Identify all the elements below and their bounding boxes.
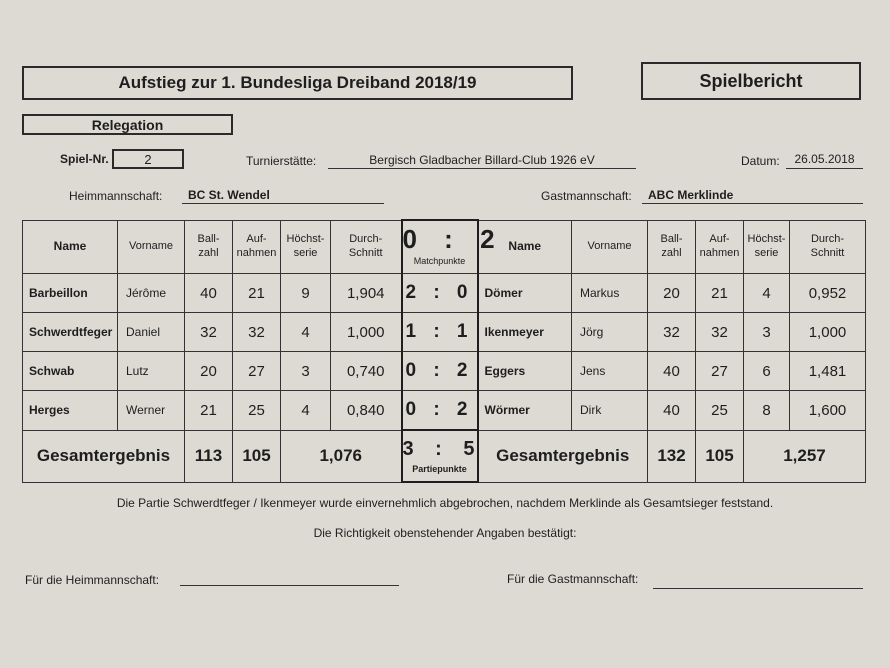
- totals-row: [23, 430, 866, 482]
- home-player-first: Jérôme: [118, 274, 185, 313]
- table-row: [23, 313, 866, 352]
- game-score: 1 : 1: [402, 313, 478, 352]
- table-row: [23, 274, 866, 313]
- guest-innings: 25: [696, 391, 744, 431]
- venue-value: Bergisch Gladbacher Billard-Club 1926 eV: [369, 153, 595, 167]
- home-total-innings: 105: [233, 430, 281, 482]
- home-total-label: Gesamtergebnis: [23, 430, 185, 482]
- guest-total-balls: 132: [648, 430, 696, 482]
- results-table: [22, 219, 866, 483]
- home-high-run: 4: [281, 391, 331, 431]
- game-points-label: Partiepunkte: [412, 464, 467, 474]
- home-innings: 27: [233, 352, 281, 391]
- guest-balls: 40: [648, 391, 696, 431]
- col-average-guest: Durch- Schnitt: [790, 220, 866, 274]
- home-player-first: Daniel: [118, 313, 185, 352]
- guest-high-run: 8: [744, 391, 790, 431]
- home-high-run: 9: [281, 274, 331, 313]
- col-balls: Ball- zahl: [185, 220, 233, 274]
- table-row: [23, 352, 866, 391]
- venue-line: [328, 168, 636, 169]
- guest-team-line: [642, 203, 863, 204]
- guest-player-first: Dirk: [572, 391, 648, 431]
- guest-balls: 32: [648, 313, 696, 352]
- report-box: [641, 62, 861, 100]
- guest-average: 1,000: [790, 313, 866, 352]
- guest-innings: 21: [696, 274, 744, 313]
- guest-average: 1,481: [790, 352, 866, 391]
- col-high-run-guest: Höchst- serie: [744, 220, 790, 274]
- game-score: 0 : 2: [402, 391, 478, 431]
- home-team-value: BC St. Wendel: [188, 188, 270, 202]
- guest-total-average: 1,257: [744, 430, 866, 482]
- guest-team-label: Gastmannschaft:: [541, 189, 632, 203]
- home-high-run: 4: [281, 313, 331, 352]
- col-balls-guest: Ball- zahl: [648, 220, 696, 274]
- home-average: 1,000: [331, 313, 402, 352]
- home-innings: 21: [233, 274, 281, 313]
- home-innings: 25: [233, 391, 281, 431]
- date-line: [786, 168, 863, 169]
- home-player-first: Lutz: [118, 352, 185, 391]
- game-number-value: 2: [144, 151, 152, 167]
- match-points-cell: [402, 220, 505, 274]
- col-average: Durch- Schnitt: [331, 220, 402, 274]
- col-name-guest: Name: [478, 220, 572, 274]
- venue-label: Turnierstätte:: [246, 154, 317, 168]
- guest-signature-line: [653, 588, 863, 589]
- page-title: Aufstieg zur 1. Bundesliga Dreiband 2018/19: [118, 73, 477, 92]
- game-score: 0 : 2: [402, 352, 478, 391]
- guest-balls: 20: [648, 274, 696, 313]
- table-row: [23, 391, 866, 431]
- col-innings: Auf- nahmen: [233, 220, 281, 274]
- home-player-first: Werner: [118, 391, 185, 431]
- home-balls: 40: [185, 274, 233, 313]
- guest-high-run: 6: [744, 352, 790, 391]
- game-points-cell: [402, 430, 483, 482]
- guest-total-label: Gesamtergebnis: [478, 430, 648, 482]
- col-name: Name: [23, 220, 118, 274]
- home-average: 1,904: [331, 274, 402, 313]
- guest-signature-label: Für die Gastmannschaft:: [507, 572, 639, 586]
- home-player-name: Schwab: [23, 352, 118, 391]
- home-team-label: Heimmannschaft:: [69, 189, 163, 203]
- confirmation-text: Die Richtigkeit obenstehender Angaben bestätigt:: [313, 526, 577, 540]
- relegation-label: Relegation: [91, 116, 164, 133]
- home-average: 0,840: [331, 391, 402, 431]
- home-player-name: Barbeillon: [23, 274, 118, 313]
- report-title: Spielbericht: [699, 70, 803, 91]
- game-number-field: [112, 149, 184, 169]
- guest-balls: 40: [648, 352, 696, 391]
- home-balls: 32: [185, 313, 233, 352]
- guest-team-value: ABC Merklinde: [648, 188, 734, 202]
- guest-innings: 27: [696, 352, 744, 391]
- col-first-name-guest: Vorname: [572, 220, 648, 274]
- home-player-name: Schwerdtfeger: [23, 313, 118, 352]
- guest-player-name: Ikenmeyer: [478, 313, 572, 352]
- home-balls: 21: [185, 391, 233, 431]
- date-value: 26.05.2018: [794, 152, 855, 166]
- guest-player-first: Markus: [572, 274, 648, 313]
- guest-player-first: Jens: [572, 352, 648, 391]
- guest-average: 1,600: [790, 391, 866, 431]
- guest-innings: 32: [696, 313, 744, 352]
- home-total-average: 1,076: [281, 430, 402, 482]
- guest-total-innings: 105: [696, 430, 744, 482]
- date-label: Datum:: [741, 154, 780, 168]
- table-header-row: [23, 220, 866, 274]
- home-balls: 20: [185, 352, 233, 391]
- guest-high-run: 4: [744, 274, 790, 313]
- home-innings: 32: [233, 313, 281, 352]
- game-number-label: Spiel-Nr.: [60, 152, 109, 166]
- col-first-name: Vorname: [118, 220, 185, 274]
- col-innings-guest: Auf- nahmen: [696, 220, 744, 274]
- title-box: [22, 66, 573, 100]
- guest-average: 0,952: [790, 274, 866, 313]
- match-points-label: Matchpunkte: [413, 256, 466, 267]
- match-note: Die Partie Schwerdtfeger / Ikenmeyer wurde einvernehmlich abgebrochen, nachdem Merklinde als Gesamtsieger feststand.: [116, 496, 774, 510]
- col-high-run: Höchst- serie: [281, 220, 331, 274]
- guest-player-name: Eggers: [478, 352, 572, 391]
- home-signature-label: Für die Heimmannschaft:: [25, 573, 160, 587]
- home-average: 0,740: [331, 352, 402, 391]
- guest-player-name: Dömer: [478, 274, 572, 313]
- home-high-run: 3: [281, 352, 331, 391]
- relegation-box: [22, 114, 233, 135]
- home-total-balls: 113: [185, 430, 233, 482]
- home-signature-line: [180, 585, 399, 586]
- home-player-name: Herges: [23, 391, 118, 431]
- game-points-score: 3 : 5: [402, 438, 483, 460]
- guest-high-run: 3: [744, 313, 790, 352]
- game-score: 2 : 0: [402, 274, 478, 313]
- guest-player-first: Jörg: [572, 313, 648, 352]
- match-points-score: 0 : 2: [402, 224, 505, 255]
- home-team-line: [182, 203, 384, 204]
- guest-player-name: Wörmer: [478, 391, 572, 431]
